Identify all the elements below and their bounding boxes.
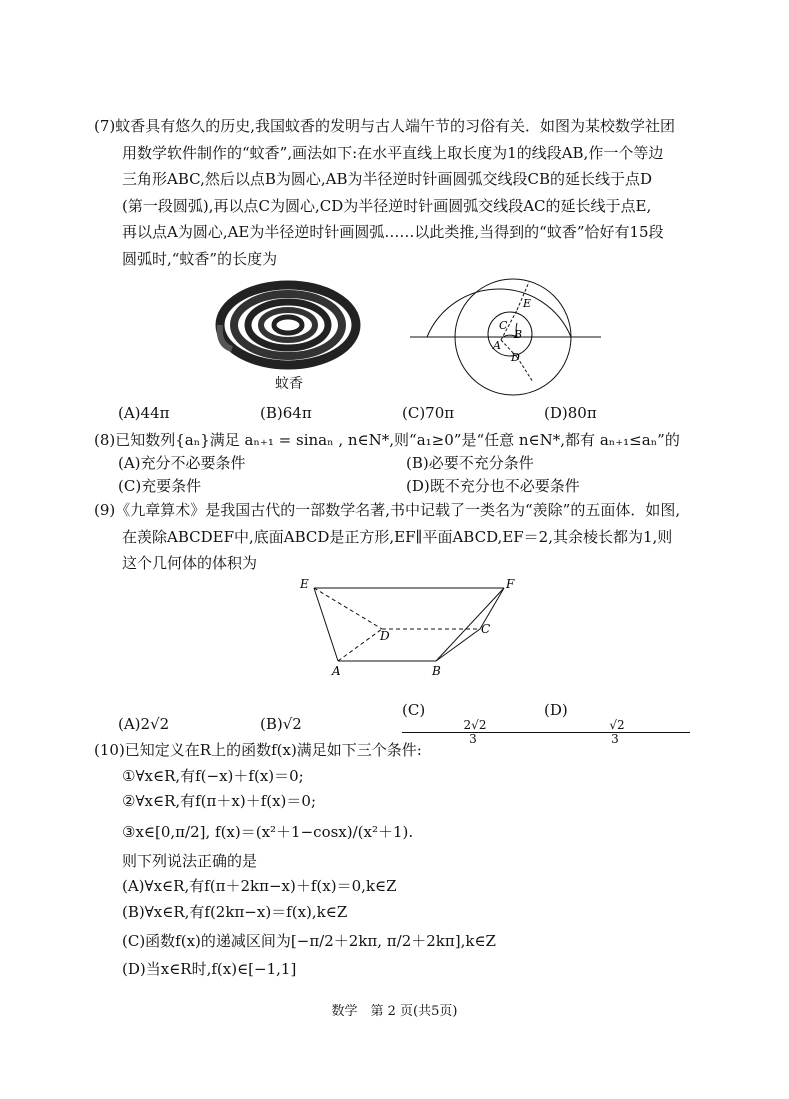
q7-option-d[interactable]: (D)80π [544,404,597,422]
polyhedron-figure [296,575,521,680]
spiral-figure [405,262,605,398]
q9-c-denominator: 3 [469,732,477,746]
q9-option-b[interactable]: (B)√2 [260,714,302,733]
question-8 [94,427,704,454]
question-7 [94,113,704,272]
q7-option-b[interactable]: (B)64π [260,404,312,422]
question-9 [94,497,704,577]
q10-cond-2: ②∀x∈R,有f(π＋x)＋f(x)＝0; [122,792,317,810]
q9-option-c-label: (C) [402,701,426,719]
q8-option-d[interactable]: (D)既不充分也不必要条件 [406,477,580,495]
q10-option-d[interactable]: (D)当x∈R时,f(x)∈[−1,1] [122,960,297,978]
label-D: D [380,629,390,643]
q7-line-4: (第一段圆弧),再以点C为圆心,CD为半径逆时针画圆弧交线段AC的延长线于点E, [122,196,652,215]
q7-option-c[interactable]: (C)70π [402,404,455,422]
q7-line-5: 再以点A为圆心,AE为半径逆时针画圆弧……以此类推,当得到的“蚊香”恰好有15段 [122,223,664,241]
label-B: B [514,328,523,341]
label-A: A [493,339,501,352]
q7-option-a[interactable]: (A)44π [118,404,170,422]
q9-line-3: 这个几何体的体积为 [122,554,258,572]
label-A: A [332,664,341,678]
q9-d-denominator: 3 [611,732,619,746]
q9-d-numerator: √2 [544,719,690,733]
q9-line-2: 在羡除ABCDEF中,底面ABCD是正方形,EF∥平面ABCD,EF＝2,其余棱长都为1,则 [122,527,673,546]
q9-option-a[interactable]: (A)2√2 [118,714,170,733]
q9-line-1: (9)《九章算术》是我国古代的一部数学名著,书中记载了一类名为“羡除”的五面体．如图, [94,501,681,519]
q7-line-3: 三角形ABC,然后以点B为圆心,AB为半径逆时针画圆弧交线段CB的延长线于点D [122,170,653,188]
q10-option-a[interactable]: (A)∀x∈R,有f(π＋2kπ−x)＋f(x)＝0,k∈Z [122,877,397,895]
q8-option-c[interactable]: (C)充要条件 [118,477,202,495]
q10-cond-1: ①∀x∈R,有f(−x)＋f(x)＝0; [122,766,304,785]
q7-line-1: (7)蚊香具有悠久的历史,我国蚊香的发明与古人端午节的习俗有关．如图为某校数学社团 [94,117,676,135]
q8-stem: (8)已知数列{aₙ}满足 aₙ₊₁ = sinaₙ , n∈N*,则“a₁≥0”是“任意 n∈N*,都有 aₙ₊₁≤aₙ”的 [94,431,680,449]
q10-option-b[interactable]: (B)∀x∈R,有f(2kπ−x)＝f(x),k∈Z [122,902,348,921]
q7-line-2: 用数学软件制作的“蚊香”,画法如下:在水平直线上取长度为1的线段AB,作一个等边 [122,143,664,162]
label-C: C [499,319,508,332]
label-B: B [432,664,441,678]
q10-stem: (10)已知定义在R上的函数f(x)满足如下三个条件: [94,741,422,759]
q10-prompt: 则下列说法正确的是 [122,851,258,870]
q7-line-6: 圆弧时,“蚊香”的长度为 [122,249,278,268]
q8-options-row-2 [118,475,694,497]
q9-c-numerator: 2√2 [402,719,548,733]
mosquito-coil-image [212,275,362,375]
question-10 [94,738,704,983]
q7-options [118,404,686,422]
q8-option-b[interactable]: (B)必要不充分条件 [406,454,534,472]
q8-option-a[interactable]: (A)充分不必要条件 [118,454,246,472]
mosquito-coil-caption: 蚊香 [275,376,303,392]
label-D: D [511,351,520,364]
label-E: E [523,297,532,310]
q9-option-d-label: (D) [544,701,568,719]
q8-options-row-1 [118,452,694,474]
label-E: E [300,577,309,591]
label-F: F [506,577,515,591]
q10-option-c[interactable]: (C)函数f(x)的递减区间为[−π/2＋2kπ, π/2＋2kπ],k∈Z [122,932,496,950]
page-footer: 数学 第 2 页(共5页) [331,1004,458,1019]
label-C: C [481,622,491,636]
q10-cond-3: ③x∈[0,π/2], f(x)＝(x²＋1−cosx)/(x²＋1). [122,822,414,841]
